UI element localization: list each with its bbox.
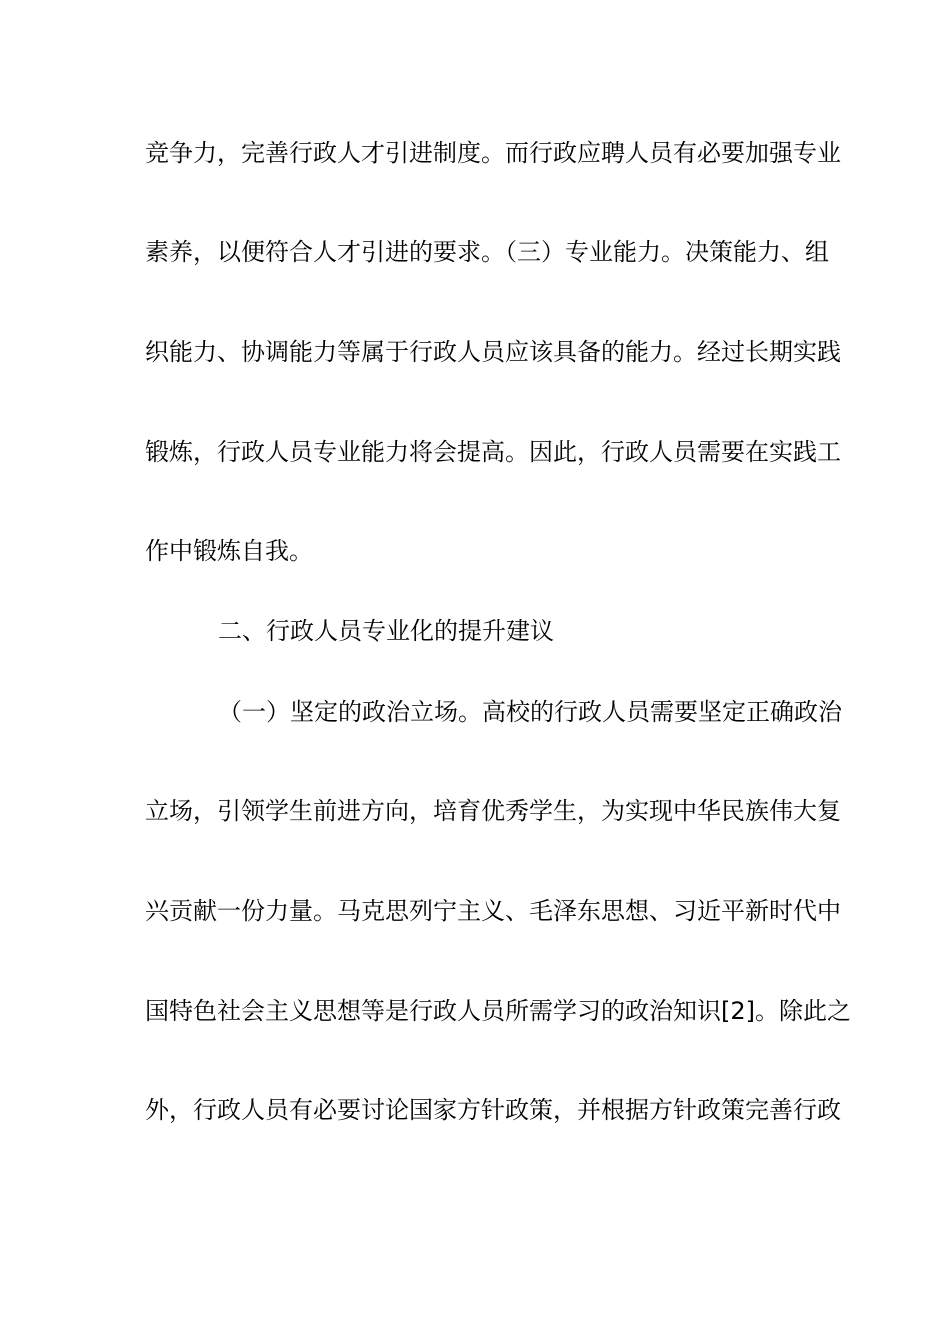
- text-line: 织能力、协调能力等属于行政人员应该具备的能力。经过长期实践: [145, 338, 841, 366]
- text-line: 国特色社会主义思想等是行政人员所需学习的政治知识[2]。除此之: [145, 997, 851, 1025]
- section-heading: 二、行政人员专业化的提升建议: [218, 617, 554, 645]
- text-line: （一）坚定的政治立场。高校的行政人员需要坚定正确政治: [218, 698, 842, 726]
- text-line: 外，行政人员有必要讨论国家方针政策，并根据方针政策完善行政: [145, 1096, 841, 1124]
- text-line: 竞争力，完善行政人才引进制度。而行政应聘人员有必要加强专业: [145, 139, 841, 167]
- text-line: 素养，以便符合人才引进的要求。（三）专业能力。决策能力、组: [145, 238, 829, 266]
- text-line: 作中锻炼自我。: [145, 537, 313, 565]
- text-line: 兴贡献一份力量。马克思列宁主义、毛泽东思想、习近平新时代中: [145, 897, 841, 925]
- text-line: 锻炼，行政人员专业能力将会提高。因此，行政人员需要在实践工: [145, 438, 841, 466]
- text-line: 立场，引领学生前进方向，培育优秀学生，为实现中华民族伟大复: [145, 797, 841, 825]
